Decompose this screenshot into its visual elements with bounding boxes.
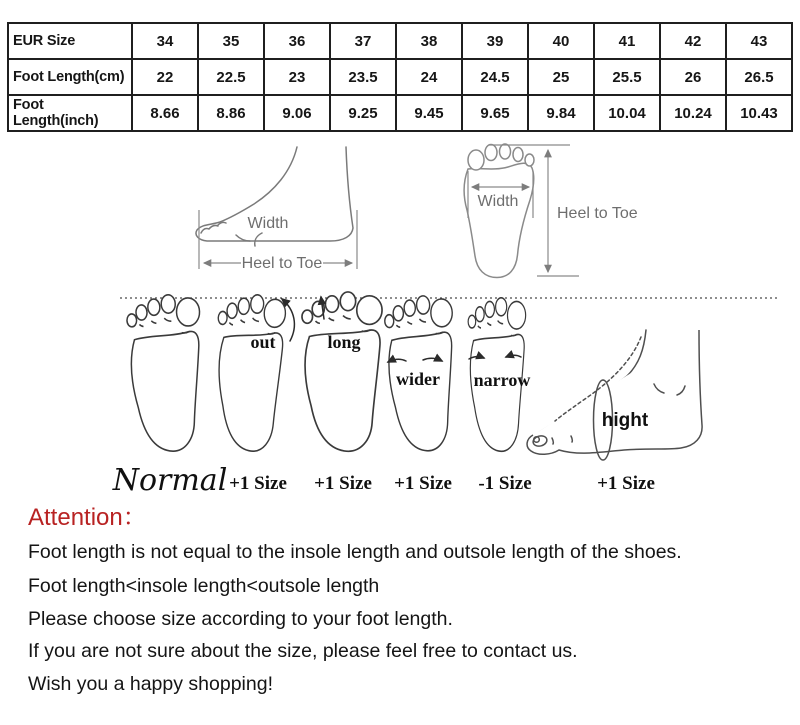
table-cell: 42 bbox=[660, 23, 726, 59]
attention-line: Foot length is not equal to the insole length and outsole length of the shoes. bbox=[28, 541, 682, 563]
row-header: Foot Length(inch) bbox=[8, 95, 132, 131]
top-heel-to-toe-label: Heel to Toe bbox=[557, 205, 638, 222]
table-cell: 9.06 bbox=[264, 95, 330, 131]
size-note-narrow: -1 Size bbox=[478, 473, 532, 494]
table-cell: 23.5 bbox=[330, 59, 396, 95]
foot-top-view-icon bbox=[464, 144, 638, 278]
feature-label-hight: hight bbox=[601, 410, 649, 431]
table-cell: 36 bbox=[264, 23, 330, 59]
attention-line: Foot length<insole length<outsole length bbox=[28, 575, 380, 597]
table-cell: 24.5 bbox=[462, 59, 528, 95]
side-heel-to-toe-label: Heel to Toe bbox=[241, 255, 323, 272]
table-row-foot-length-inch bbox=[8, 95, 792, 131]
size-note-out: +1 Size bbox=[229, 473, 287, 494]
table-cell: 9.84 bbox=[528, 95, 594, 131]
foot-normal-icon bbox=[126, 294, 204, 453]
table-cell: 22 bbox=[132, 59, 198, 95]
table-cell: 10.04 bbox=[594, 95, 660, 131]
feature-label-out: out bbox=[250, 332, 276, 352]
table-cell: 43 bbox=[726, 23, 792, 59]
side-width-label: Width bbox=[247, 215, 289, 232]
table-cell: 25 bbox=[528, 59, 594, 95]
table-cell: 23 bbox=[264, 59, 330, 95]
table-cell: 8.66 bbox=[132, 95, 198, 131]
table-cell: 40 bbox=[528, 23, 594, 59]
table-cell: 9.25 bbox=[330, 95, 396, 131]
foot-measure-diagram bbox=[0, 138, 800, 498]
table-cell: 37 bbox=[330, 23, 396, 59]
table-cell: 10.43 bbox=[726, 95, 792, 131]
foot-instep-height-icon bbox=[527, 330, 702, 460]
table-cell: 8.86 bbox=[198, 95, 264, 131]
table-cell: 26 bbox=[660, 59, 726, 95]
size-note-long: +1 Size bbox=[314, 473, 372, 494]
row-header: Foot Length(cm) bbox=[8, 59, 132, 95]
size-table bbox=[7, 22, 793, 132]
table-cell: 41 bbox=[594, 23, 660, 59]
table-cell: 39 bbox=[462, 23, 528, 59]
foot-toe-out-icon bbox=[214, 294, 286, 453]
table-cell: 25.5 bbox=[594, 59, 660, 95]
table-cell: 9.45 bbox=[396, 95, 462, 131]
table-cell: 10.24 bbox=[660, 95, 726, 131]
table-cell: 35 bbox=[198, 23, 264, 59]
size-note-hight: +1 Size bbox=[597, 473, 655, 494]
row-header: EUR Size bbox=[8, 23, 132, 59]
feature-label-wider: wider bbox=[396, 369, 440, 389]
table-cell: 22.5 bbox=[198, 59, 264, 95]
size-note-wider: +1 Size bbox=[394, 473, 452, 494]
feature-label-narrow: narrow bbox=[473, 370, 531, 390]
feature-label-long: long bbox=[327, 332, 361, 352]
table-row-eur-size bbox=[8, 23, 792, 59]
table-cell: 38 bbox=[396, 23, 462, 59]
attention-line: Please choose size according to your foot length. bbox=[28, 608, 453, 630]
table-cell: 34 bbox=[132, 23, 198, 59]
table-cell: 9.65 bbox=[462, 95, 528, 131]
table-cell: 24 bbox=[396, 59, 462, 95]
attention-line: If you are not sure about the size, please feel free to contact us. bbox=[28, 640, 578, 662]
size-note-normal: Normal bbox=[112, 463, 228, 498]
attention-heading: Attention： bbox=[28, 504, 147, 531]
top-width-label: Width bbox=[477, 193, 519, 210]
attention-line: Wish you a happy shopping! bbox=[28, 673, 273, 695]
foot-side-view-icon bbox=[196, 147, 357, 272]
table-cell: 26.5 bbox=[726, 59, 792, 95]
foot-long-toe-icon bbox=[302, 292, 382, 451]
table-row-foot-length-cm bbox=[8, 59, 792, 95]
